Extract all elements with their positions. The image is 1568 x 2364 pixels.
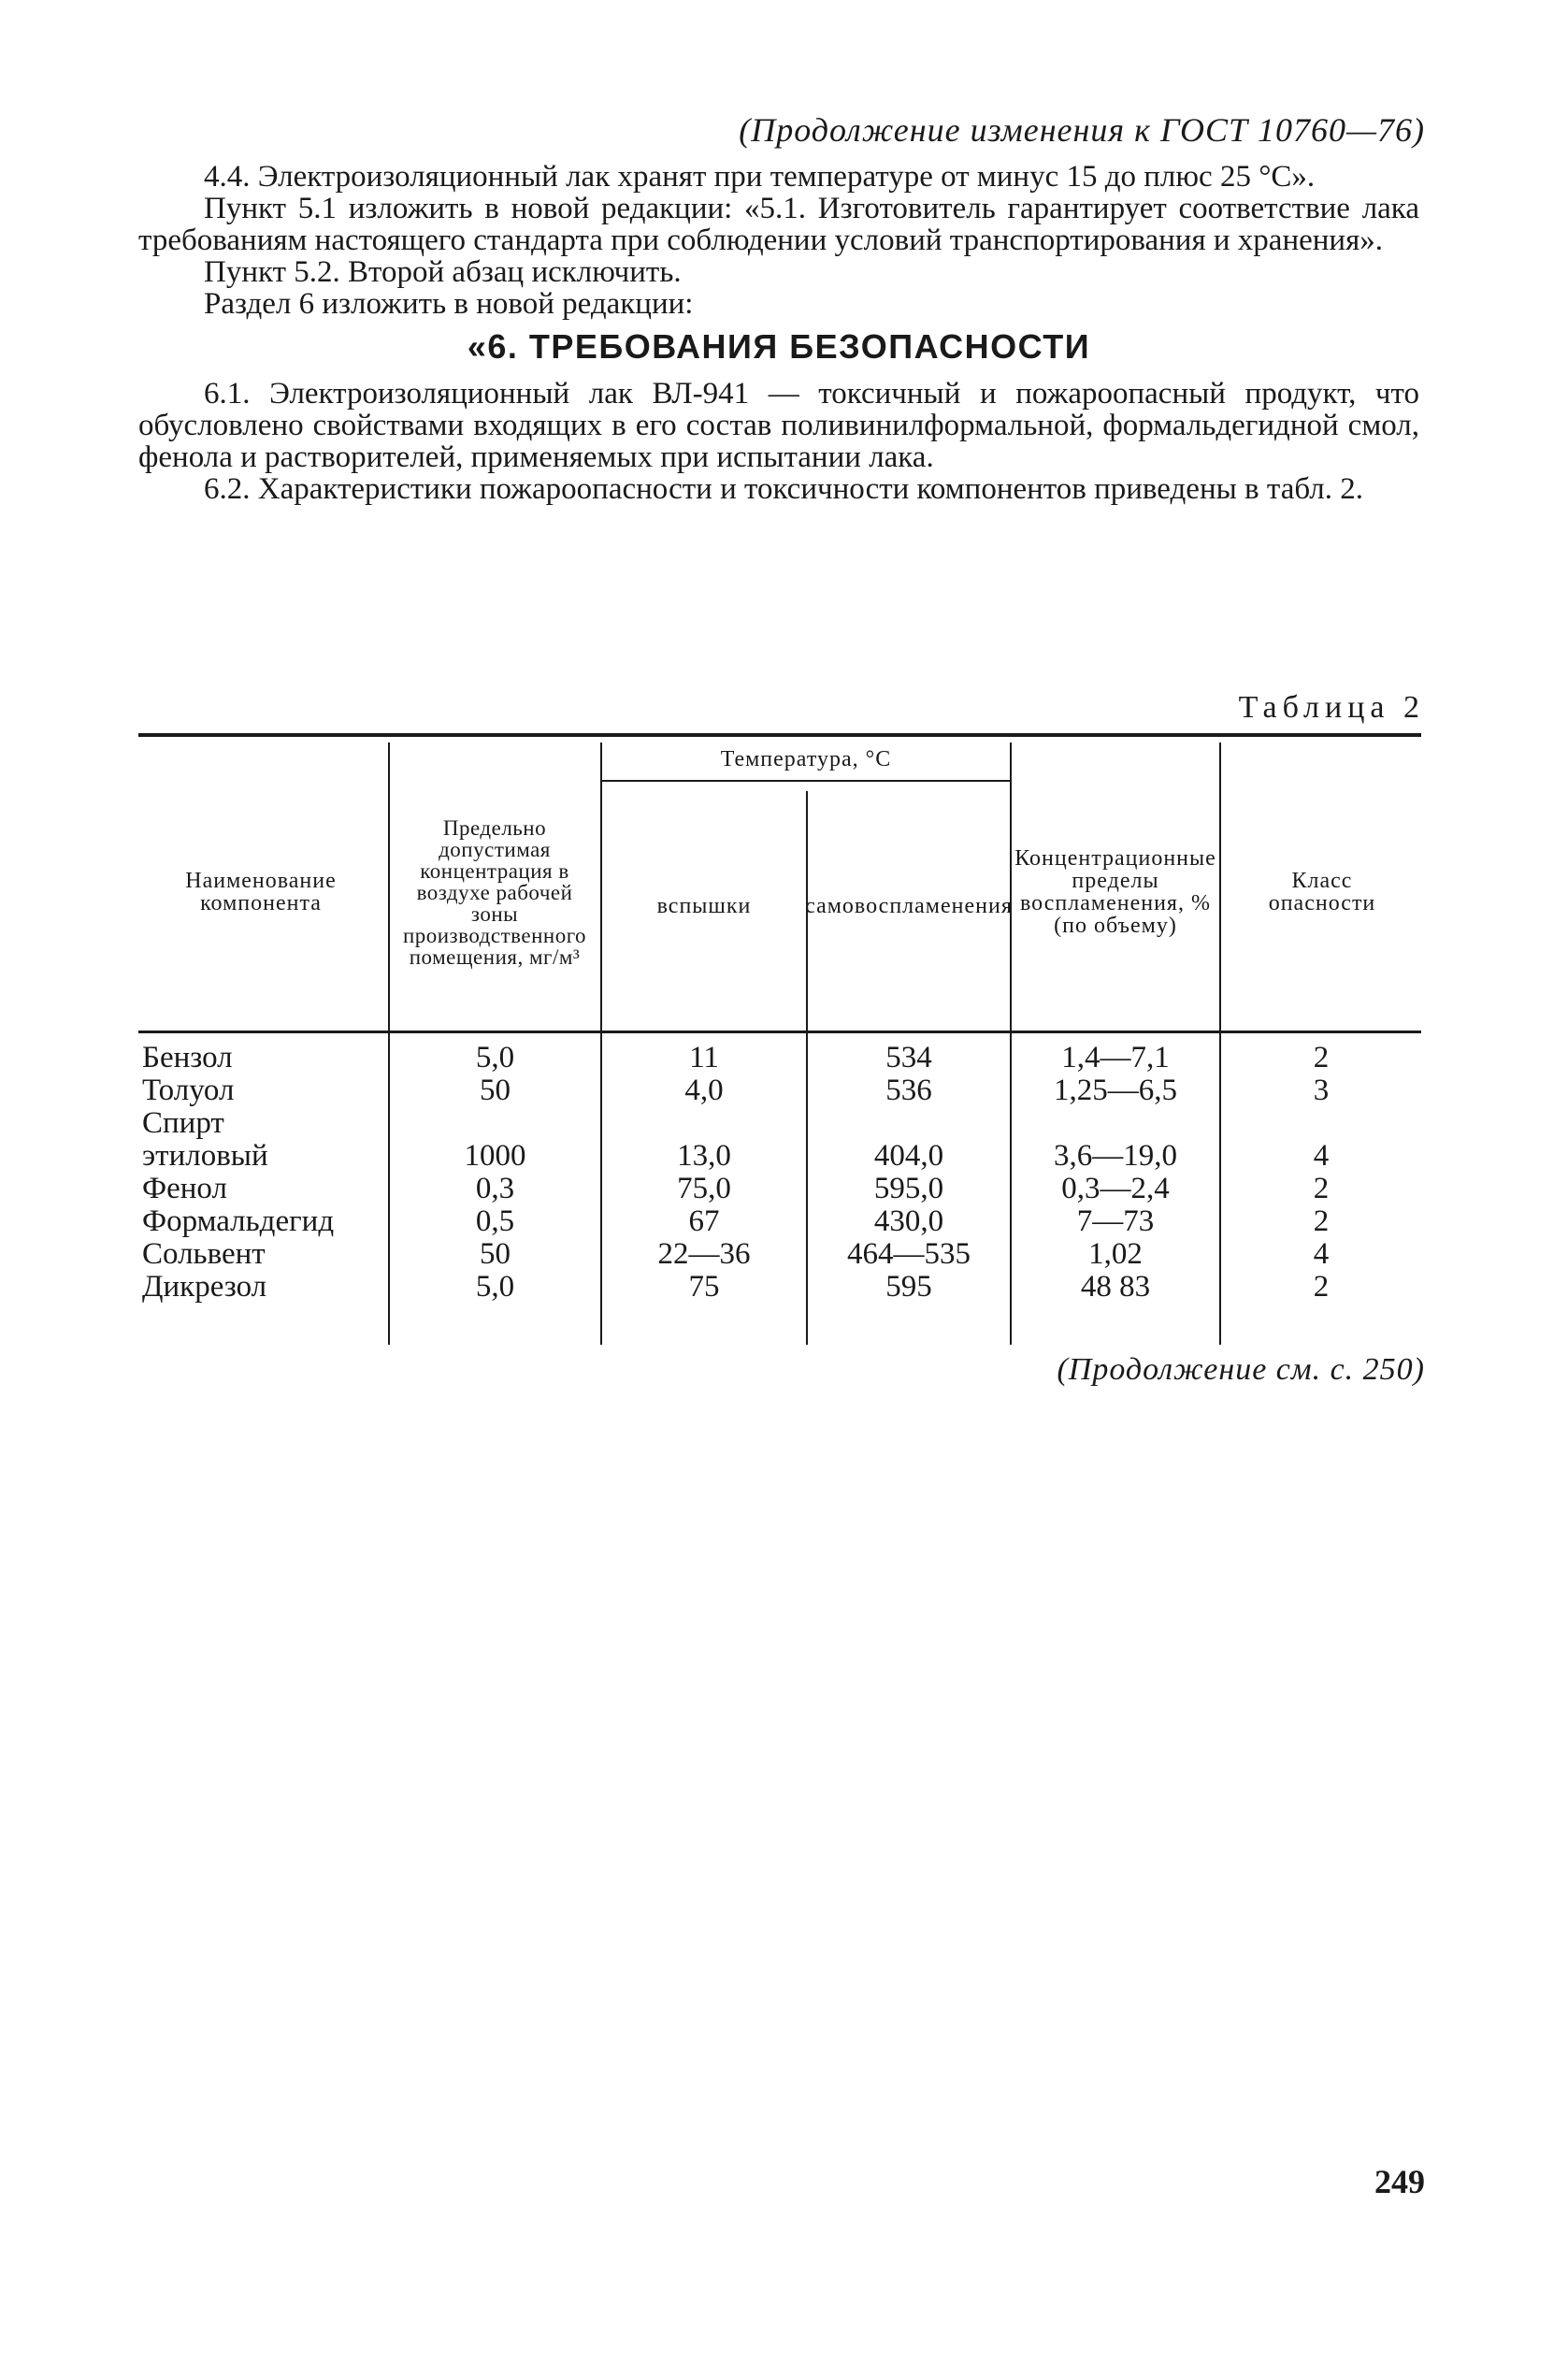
column-mac — [390, 1042, 600, 1304]
header-temperature: Температура, °С — [720, 747, 892, 771]
cell-name: Бензол — [142, 1041, 233, 1074]
cell-hazard-class: 3 — [1313, 1074, 1330, 1107]
cell-limits: 1,4—7,1 — [1061, 1041, 1170, 1074]
column-limits — [1012, 1042, 1219, 1304]
column-autoignition — [808, 1042, 1010, 1304]
cell-name: Формальдегид — [142, 1204, 335, 1238]
cell-autoignition: 404,0 — [873, 1139, 944, 1173]
cell-mac: 5,0 — [475, 1270, 515, 1304]
paragraph-6-1: 6.1. Электроизоляционный лак ВЛ-941 — токсичный и пожароопасный продукт, что обусловлено свойствами входящих в его состав поливинилформальной, формальдегидной смол, фенола и растворителей, применяемых при испытании лака. — [138, 377, 1419, 474]
cell-autoignition: 464—535 — [847, 1237, 971, 1271]
cell-name: Сольвент — [142, 1237, 266, 1271]
cell-hazard-class: 4 — [1313, 1139, 1330, 1173]
cell-hazard-class: 2 — [1313, 1172, 1330, 1205]
document-body — [138, 161, 1419, 505]
continuation-footer: (Продолжение см. с. 250) — [1057, 1352, 1425, 1387]
cell-limits: 0,3—2,4 — [1061, 1172, 1170, 1205]
cell-limits: 1,02 — [1088, 1237, 1143, 1271]
paragraph-clause-5-2: Пункт 5.2. Второй абзац исключить. — [204, 255, 682, 289]
table-caption: Таблица 2 — [1238, 690, 1425, 725]
cell-mac: 0,3 — [475, 1172, 515, 1205]
column-names — [142, 1042, 385, 1304]
column-hazard-class — [1221, 1042, 1421, 1304]
cell-autoignition: 534 — [885, 1041, 932, 1074]
paragraph-section-6-intro: Раздел 6 изложить в новой редакции: — [204, 287, 694, 321]
cell-limits: 1,25—6,5 — [1054, 1074, 1177, 1107]
cell-flash: 11 — [689, 1041, 719, 1074]
page-number: 249 — [1374, 2163, 1425, 2200]
header-hazard-class: Класс опасности — [1268, 869, 1376, 915]
cell-flash: 4,0 — [684, 1074, 724, 1107]
cell-flash: 13,0 — [677, 1139, 731, 1173]
cell-mac: 1000 — [464, 1139, 526, 1173]
cell-name: Фенол — [142, 1172, 227, 1205]
header-flash: вспышки — [656, 894, 752, 918]
cell-mac: 50 — [480, 1074, 511, 1107]
header-autoignition: самовоспламенения — [805, 894, 1013, 918]
cell-limits: 48 83 — [1080, 1270, 1151, 1304]
cell-flash: 75,0 — [677, 1172, 731, 1205]
cell-limits: 3,6—19,0 — [1054, 1139, 1177, 1173]
cell-name: Дикрезол — [142, 1270, 267, 1304]
header-mac: Предельно допустимая концентрация в воздухе рабочей зоны производственного помещения, мг/м³ — [402, 815, 587, 969]
temperature-subheader-rule — [600, 780, 1010, 782]
cell-name: Спирт этиловый — [142, 1106, 268, 1173]
table-header-rule — [138, 1031, 1421, 1033]
hazard-table — [138, 733, 1421, 1350]
cell-limits: 7—73 — [1076, 1204, 1155, 1238]
cell-hazard-class: 4 — [1313, 1237, 1330, 1271]
header-limits: Концентрационные пределы воспламенения, % (по объему) — [1014, 846, 1216, 938]
cell-flash: 22—36 — [657, 1237, 751, 1271]
cell-autoignition: 595,0 — [873, 1172, 944, 1205]
cell-autoignition: 430,0 — [873, 1204, 944, 1238]
cell-autoignition: 595 — [885, 1270, 932, 1304]
cell-flash: 67 — [688, 1204, 720, 1238]
cell-hazard-class: 2 — [1313, 1041, 1330, 1074]
continuation-header: (Продолжение изменения к ГОСТ 10760—76) — [739, 111, 1425, 149]
cell-hazard-class: 2 — [1313, 1270, 1330, 1304]
table-top-rule — [138, 733, 1421, 737]
cell-mac: 5,0 — [475, 1041, 515, 1074]
paragraph-clause-5-1: Пункт 5.1 изложить в новой редакции: «5.1. Изготовитель гарантирует соответствие лака требованиям настоящего стандарта при соблюдении условий транспортирования и хранения». — [138, 192, 1419, 257]
paragraph-6-2: 6.2. Характеристики пожароопасности и токсичности компонентов приведены в табл. 2. — [204, 472, 1364, 506]
cell-hazard-class: 2 — [1313, 1204, 1330, 1238]
section-heading: «6. ТРЕБОВАНИЯ БЕЗОПАСНОСТИ — [467, 327, 1091, 366]
cell-name: Толуол — [142, 1074, 235, 1107]
cell-autoignition: 536 — [885, 1074, 932, 1107]
cell-mac: 0,5 — [475, 1204, 515, 1238]
cell-flash: 75 — [688, 1270, 720, 1304]
column-flash — [602, 1042, 806, 1304]
paragraph-storage: 4.4. Электроизоляционный лак хранят при температуре от минус 15 до плюс 25 °С». — [204, 160, 1316, 194]
header-name: Наименование компонента — [185, 869, 337, 915]
cell-mac: 50 — [480, 1237, 511, 1271]
